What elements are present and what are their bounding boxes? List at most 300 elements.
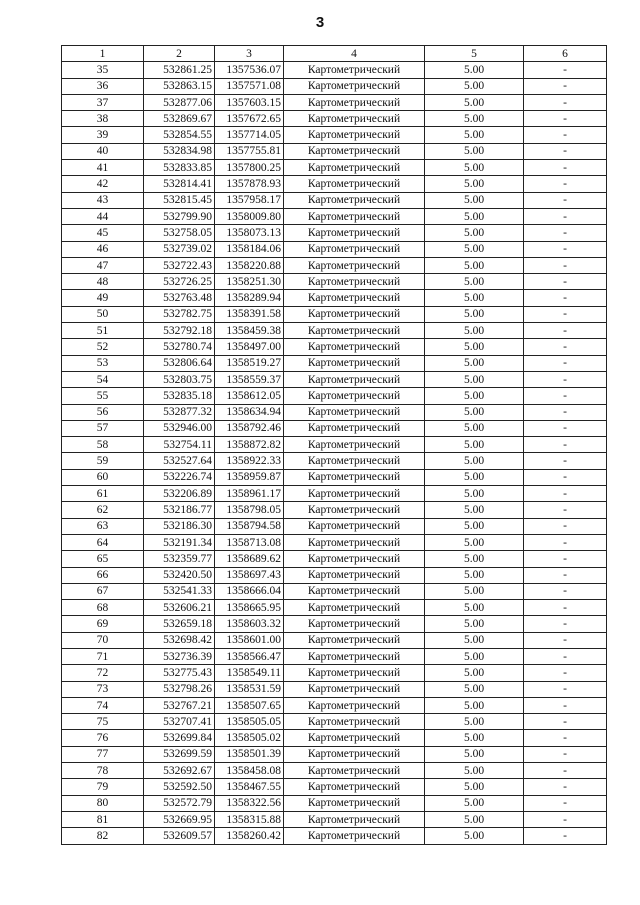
method-cell: Картометрический: [284, 665, 425, 681]
description-cell: -: [524, 730, 607, 746]
y-coordinate-cell: 1358961.17: [215, 486, 284, 502]
accuracy-cell: 5.00: [425, 534, 524, 550]
y-coordinate-cell: 1358794.58: [215, 518, 284, 534]
x-coordinate-cell: 532736.39: [144, 648, 215, 664]
x-coordinate-cell: 532191.34: [144, 534, 215, 550]
accuracy-cell: 5.00: [425, 404, 524, 420]
point-number-cell: 47: [62, 257, 144, 273]
x-coordinate-cell: 532815.45: [144, 192, 215, 208]
accuracy-cell: 5.00: [425, 648, 524, 664]
description-cell: -: [524, 241, 607, 257]
point-number-cell: 37: [62, 94, 144, 110]
column-header: 6: [524, 46, 607, 62]
accuracy-cell: 5.00: [425, 469, 524, 485]
table-row: [62, 225, 607, 241]
y-coordinate-cell: 1357878.93: [215, 176, 284, 192]
accuracy-cell: 5.00: [425, 306, 524, 322]
y-coordinate-cell: 1358792.46: [215, 420, 284, 436]
description-cell: -: [524, 192, 607, 208]
x-coordinate-cell: 532186.30: [144, 518, 215, 534]
table-row: [62, 648, 607, 664]
table-row: [62, 241, 607, 257]
method-cell: Картометрический: [284, 763, 425, 779]
table-row: [62, 371, 607, 387]
accuracy-cell: 5.00: [425, 681, 524, 697]
description-cell: -: [524, 290, 607, 306]
x-coordinate-cell: 532726.25: [144, 274, 215, 290]
description-cell: -: [524, 111, 607, 127]
method-cell: Картометрический: [284, 779, 425, 795]
method-cell: Картометрический: [284, 78, 425, 94]
x-coordinate-cell: 532698.42: [144, 632, 215, 648]
x-coordinate-cell: 532186.77: [144, 502, 215, 518]
accuracy-cell: 5.00: [425, 111, 524, 127]
y-coordinate-cell: 1358601.00: [215, 632, 284, 648]
method-cell: Картометрический: [284, 616, 425, 632]
table-row: [62, 697, 607, 713]
point-number-cell: 53: [62, 355, 144, 371]
table-row: [62, 616, 607, 632]
method-cell: Картометрический: [284, 306, 425, 322]
accuracy-cell: 5.00: [425, 779, 524, 795]
description-cell: -: [524, 143, 607, 159]
x-coordinate-cell: 532835.18: [144, 388, 215, 404]
x-coordinate-cell: 532798.26: [144, 681, 215, 697]
y-coordinate-cell: 1358872.82: [215, 437, 284, 453]
table-row: [62, 502, 607, 518]
point-number-cell: 43: [62, 192, 144, 208]
point-number-cell: 81: [62, 811, 144, 827]
x-coordinate-cell: 532792.18: [144, 323, 215, 339]
y-coordinate-cell: 1358507.65: [215, 697, 284, 713]
description-cell: -: [524, 518, 607, 534]
x-coordinate-cell: 532739.02: [144, 241, 215, 257]
accuracy-cell: 5.00: [425, 176, 524, 192]
point-number-cell: 39: [62, 127, 144, 143]
accuracy-cell: 5.00: [425, 143, 524, 159]
accuracy-cell: 5.00: [425, 502, 524, 518]
x-coordinate-cell: 532767.21: [144, 697, 215, 713]
description-cell: -: [524, 339, 607, 355]
accuracy-cell: 5.00: [425, 323, 524, 339]
point-number-cell: 57: [62, 420, 144, 436]
y-coordinate-cell: 1358497.00: [215, 339, 284, 355]
point-number-cell: 58: [62, 437, 144, 453]
table-row: [62, 828, 607, 844]
method-cell: Картометрический: [284, 583, 425, 599]
x-coordinate-cell: 532226.74: [144, 469, 215, 485]
x-coordinate-cell: 532541.33: [144, 583, 215, 599]
point-number-cell: 77: [62, 746, 144, 762]
accuracy-cell: 5.00: [425, 665, 524, 681]
x-coordinate-cell: 532699.84: [144, 730, 215, 746]
method-cell: Картометрический: [284, 420, 425, 436]
method-cell: Картометрический: [284, 143, 425, 159]
method-cell: Картометрический: [284, 551, 425, 567]
y-coordinate-cell: 1358531.59: [215, 681, 284, 697]
point-number-cell: 40: [62, 143, 144, 159]
table-row: [62, 355, 607, 371]
y-coordinate-cell: 1357536.07: [215, 62, 284, 78]
point-number-cell: 67: [62, 583, 144, 599]
point-number-cell: 51: [62, 323, 144, 339]
description-cell: -: [524, 323, 607, 339]
column-header: 5: [425, 46, 524, 62]
table-row: [62, 795, 607, 811]
accuracy-cell: 5.00: [425, 746, 524, 762]
method-cell: Картометрический: [284, 453, 425, 469]
method-cell: Картометрический: [284, 600, 425, 616]
method-cell: Картометрический: [284, 94, 425, 110]
method-cell: Картометрический: [284, 567, 425, 583]
point-number-cell: 50: [62, 306, 144, 322]
x-coordinate-cell: 532420.50: [144, 567, 215, 583]
accuracy-cell: 5.00: [425, 632, 524, 648]
x-coordinate-cell: 532780.74: [144, 339, 215, 355]
x-coordinate-cell: 532834.98: [144, 143, 215, 159]
description-cell: -: [524, 567, 607, 583]
description-cell: -: [524, 811, 607, 827]
method-cell: Картометрический: [284, 502, 425, 518]
table-row: [62, 746, 607, 762]
description-cell: -: [524, 779, 607, 795]
method-cell: Картометрический: [284, 697, 425, 713]
point-number-cell: 66: [62, 567, 144, 583]
description-cell: -: [524, 616, 607, 632]
method-cell: Картометрический: [284, 486, 425, 502]
column-header: 1: [62, 46, 144, 62]
point-number-cell: 63: [62, 518, 144, 534]
y-coordinate-cell: 1358391.58: [215, 306, 284, 322]
y-coordinate-cell: 1358566.47: [215, 648, 284, 664]
table-row: [62, 78, 607, 94]
x-coordinate-cell: 532592.50: [144, 779, 215, 795]
accuracy-cell: 5.00: [425, 583, 524, 599]
accuracy-cell: 5.00: [425, 420, 524, 436]
x-coordinate-cell: 532754.11: [144, 437, 215, 453]
y-coordinate-cell: 1358322.56: [215, 795, 284, 811]
accuracy-cell: 5.00: [425, 339, 524, 355]
method-cell: Картометрический: [284, 290, 425, 306]
method-cell: Картометрический: [284, 111, 425, 127]
accuracy-cell: 5.00: [425, 616, 524, 632]
point-number-cell: 60: [62, 469, 144, 485]
column-header: 3: [215, 46, 284, 62]
column-header: 4: [284, 46, 425, 62]
table-row: [62, 534, 607, 550]
description-cell: -: [524, 763, 607, 779]
description-cell: -: [524, 600, 607, 616]
accuracy-cell: 5.00: [425, 763, 524, 779]
description-cell: -: [524, 681, 607, 697]
table-row: [62, 437, 607, 453]
description-cell: -: [524, 257, 607, 273]
accuracy-cell: 5.00: [425, 160, 524, 176]
point-number-cell: 59: [62, 453, 144, 469]
description-cell: -: [524, 160, 607, 176]
x-coordinate-cell: 532854.55: [144, 127, 215, 143]
description-cell: -: [524, 534, 607, 550]
point-number-cell: 56: [62, 404, 144, 420]
x-coordinate-cell: 532803.75: [144, 371, 215, 387]
accuracy-cell: 5.00: [425, 274, 524, 290]
accuracy-cell: 5.00: [425, 94, 524, 110]
table-row: [62, 665, 607, 681]
accuracy-cell: 5.00: [425, 208, 524, 224]
accuracy-cell: 5.00: [425, 257, 524, 273]
point-number-cell: 65: [62, 551, 144, 567]
x-coordinate-cell: 532669.95: [144, 811, 215, 827]
point-number-cell: 35: [62, 62, 144, 78]
table-row: [62, 160, 607, 176]
table-row: [62, 681, 607, 697]
accuracy-cell: 5.00: [425, 355, 524, 371]
description-cell: -: [524, 176, 607, 192]
point-number-cell: 46: [62, 241, 144, 257]
table-row: [62, 143, 607, 159]
y-coordinate-cell: 1357603.15: [215, 94, 284, 110]
y-coordinate-cell: 1358251.30: [215, 274, 284, 290]
x-coordinate-cell: 532806.64: [144, 355, 215, 371]
point-number-cell: 72: [62, 665, 144, 681]
accuracy-cell: 5.00: [425, 730, 524, 746]
point-number-cell: 64: [62, 534, 144, 550]
column-header: 2: [144, 46, 215, 62]
accuracy-cell: 5.00: [425, 127, 524, 143]
description-cell: -: [524, 388, 607, 404]
method-cell: Картометрический: [284, 62, 425, 78]
table-row: [62, 779, 607, 795]
description-cell: -: [524, 828, 607, 844]
accuracy-cell: 5.00: [425, 241, 524, 257]
method-cell: Картометрический: [284, 437, 425, 453]
table-row: [62, 551, 607, 567]
table-row: [62, 486, 607, 502]
point-number-cell: 73: [62, 681, 144, 697]
y-coordinate-cell: 1358689.62: [215, 551, 284, 567]
point-number-cell: 82: [62, 828, 144, 844]
table-row: [62, 176, 607, 192]
accuracy-cell: 5.00: [425, 453, 524, 469]
accuracy-cell: 5.00: [425, 600, 524, 616]
description-cell: -: [524, 746, 607, 762]
description-cell: -: [524, 502, 607, 518]
table-row: [62, 323, 607, 339]
table-row: [62, 714, 607, 730]
table-header-row: [62, 46, 607, 62]
point-number-cell: 74: [62, 697, 144, 713]
method-cell: Картометрический: [284, 648, 425, 664]
accuracy-cell: 5.00: [425, 811, 524, 827]
accuracy-cell: 5.00: [425, 192, 524, 208]
table-row: [62, 62, 607, 78]
description-cell: -: [524, 208, 607, 224]
method-cell: Картометрический: [284, 371, 425, 387]
accuracy-cell: 5.00: [425, 371, 524, 387]
method-cell: Картометрический: [284, 730, 425, 746]
y-coordinate-cell: 1358260.42: [215, 828, 284, 844]
description-cell: -: [524, 420, 607, 436]
point-number-cell: 78: [62, 763, 144, 779]
point-number-cell: 71: [62, 648, 144, 664]
x-coordinate-cell: 532877.32: [144, 404, 215, 420]
description-cell: -: [524, 94, 607, 110]
y-coordinate-cell: 1358634.94: [215, 404, 284, 420]
description-cell: -: [524, 795, 607, 811]
y-coordinate-cell: 1358009.80: [215, 208, 284, 224]
method-cell: Картометрический: [284, 257, 425, 273]
table-row: [62, 763, 607, 779]
method-cell: Картометрический: [284, 404, 425, 420]
y-coordinate-cell: 1358612.05: [215, 388, 284, 404]
point-number-cell: 80: [62, 795, 144, 811]
description-cell: -: [524, 306, 607, 322]
y-coordinate-cell: 1358666.04: [215, 583, 284, 599]
method-cell: Картометрический: [284, 355, 425, 371]
table-row: [62, 730, 607, 746]
x-coordinate-cell: 532833.85: [144, 160, 215, 176]
table-row: [62, 290, 607, 306]
x-coordinate-cell: 532877.06: [144, 94, 215, 110]
table-row: [62, 583, 607, 599]
description-cell: -: [524, 453, 607, 469]
table-row: [62, 274, 607, 290]
table-row: [62, 404, 607, 420]
accuracy-cell: 5.00: [425, 290, 524, 306]
y-coordinate-cell: 1358315.88: [215, 811, 284, 827]
method-cell: Картометрический: [284, 192, 425, 208]
table-row: [62, 339, 607, 355]
table-row: [62, 388, 607, 404]
y-coordinate-cell: 1357800.25: [215, 160, 284, 176]
point-number-cell: 36: [62, 78, 144, 94]
point-number-cell: 79: [62, 779, 144, 795]
table-row: [62, 257, 607, 273]
accuracy-cell: 5.00: [425, 62, 524, 78]
description-cell: -: [524, 486, 607, 502]
table-row: [62, 208, 607, 224]
x-coordinate-cell: 532814.41: [144, 176, 215, 192]
x-coordinate-cell: 532699.59: [144, 746, 215, 762]
x-coordinate-cell: 532572.79: [144, 795, 215, 811]
description-cell: -: [524, 648, 607, 664]
point-number-cell: 62: [62, 502, 144, 518]
point-number-cell: 55: [62, 388, 144, 404]
method-cell: Картометрический: [284, 225, 425, 241]
accuracy-cell: 5.00: [425, 567, 524, 583]
point-number-cell: 42: [62, 176, 144, 192]
accuracy-cell: 5.00: [425, 388, 524, 404]
y-coordinate-cell: 1358073.13: [215, 225, 284, 241]
point-number-cell: 70: [62, 632, 144, 648]
x-coordinate-cell: 532659.18: [144, 616, 215, 632]
y-coordinate-cell: 1358501.39: [215, 746, 284, 762]
y-coordinate-cell: 1358220.88: [215, 257, 284, 273]
accuracy-cell: 5.00: [425, 828, 524, 844]
table-row: [62, 600, 607, 616]
point-number-cell: 54: [62, 371, 144, 387]
description-cell: -: [524, 404, 607, 420]
x-coordinate-cell: 532527.64: [144, 453, 215, 469]
x-coordinate-cell: 532722.43: [144, 257, 215, 273]
accuracy-cell: 5.00: [425, 225, 524, 241]
point-number-cell: 44: [62, 208, 144, 224]
table-row: [62, 632, 607, 648]
description-cell: -: [524, 469, 607, 485]
description-cell: -: [524, 127, 607, 143]
y-coordinate-cell: 1358665.95: [215, 600, 284, 616]
description-cell: -: [524, 371, 607, 387]
y-coordinate-cell: 1358798.05: [215, 502, 284, 518]
table-row: [62, 111, 607, 127]
y-coordinate-cell: 1358549.11: [215, 665, 284, 681]
y-coordinate-cell: 1357714.05: [215, 127, 284, 143]
coordinates-table: [61, 45, 607, 845]
description-cell: -: [524, 355, 607, 371]
y-coordinate-cell: 1358603.32: [215, 616, 284, 632]
table-body: [62, 62, 607, 844]
y-coordinate-cell: 1358559.37: [215, 371, 284, 387]
x-coordinate-cell: 532782.75: [144, 306, 215, 322]
point-number-cell: 76: [62, 730, 144, 746]
x-coordinate-cell: 532206.89: [144, 486, 215, 502]
table-row: [62, 811, 607, 827]
table-row: [62, 306, 607, 322]
method-cell: Картометрический: [284, 534, 425, 550]
table-row: [62, 567, 607, 583]
accuracy-cell: 5.00: [425, 551, 524, 567]
x-coordinate-cell: 532799.90: [144, 208, 215, 224]
description-cell: -: [524, 697, 607, 713]
description-cell: -: [524, 274, 607, 290]
description-cell: -: [524, 665, 607, 681]
method-cell: Картометрический: [284, 811, 425, 827]
method-cell: Картометрический: [284, 746, 425, 762]
point-number-cell: 75: [62, 714, 144, 730]
accuracy-cell: 5.00: [425, 697, 524, 713]
table-row: [62, 453, 607, 469]
method-cell: Картометрический: [284, 795, 425, 811]
y-coordinate-cell: 1357571.08: [215, 78, 284, 94]
method-cell: Картометрический: [284, 208, 425, 224]
table-row: [62, 469, 607, 485]
method-cell: Картометрический: [284, 127, 425, 143]
accuracy-cell: 5.00: [425, 486, 524, 502]
x-coordinate-cell: 532692.67: [144, 763, 215, 779]
method-cell: Картометрический: [284, 828, 425, 844]
description-cell: -: [524, 62, 607, 78]
point-number-cell: 45: [62, 225, 144, 241]
method-cell: Картометрический: [284, 632, 425, 648]
x-coordinate-cell: 532758.05: [144, 225, 215, 241]
point-number-cell: 68: [62, 600, 144, 616]
table-row: [62, 94, 607, 110]
y-coordinate-cell: 1358467.55: [215, 779, 284, 795]
y-coordinate-cell: 1358505.02: [215, 730, 284, 746]
description-cell: -: [524, 551, 607, 567]
y-coordinate-cell: 1358519.27: [215, 355, 284, 371]
y-coordinate-cell: 1358289.94: [215, 290, 284, 306]
method-cell: Картометрический: [284, 681, 425, 697]
description-cell: -: [524, 437, 607, 453]
y-coordinate-cell: 1358697.43: [215, 567, 284, 583]
method-cell: Картометрический: [284, 339, 425, 355]
method-cell: Картометрический: [284, 176, 425, 192]
table-row: [62, 420, 607, 436]
method-cell: Картометрический: [284, 388, 425, 404]
method-cell: Картометрический: [284, 469, 425, 485]
x-coordinate-cell: 532775.43: [144, 665, 215, 681]
